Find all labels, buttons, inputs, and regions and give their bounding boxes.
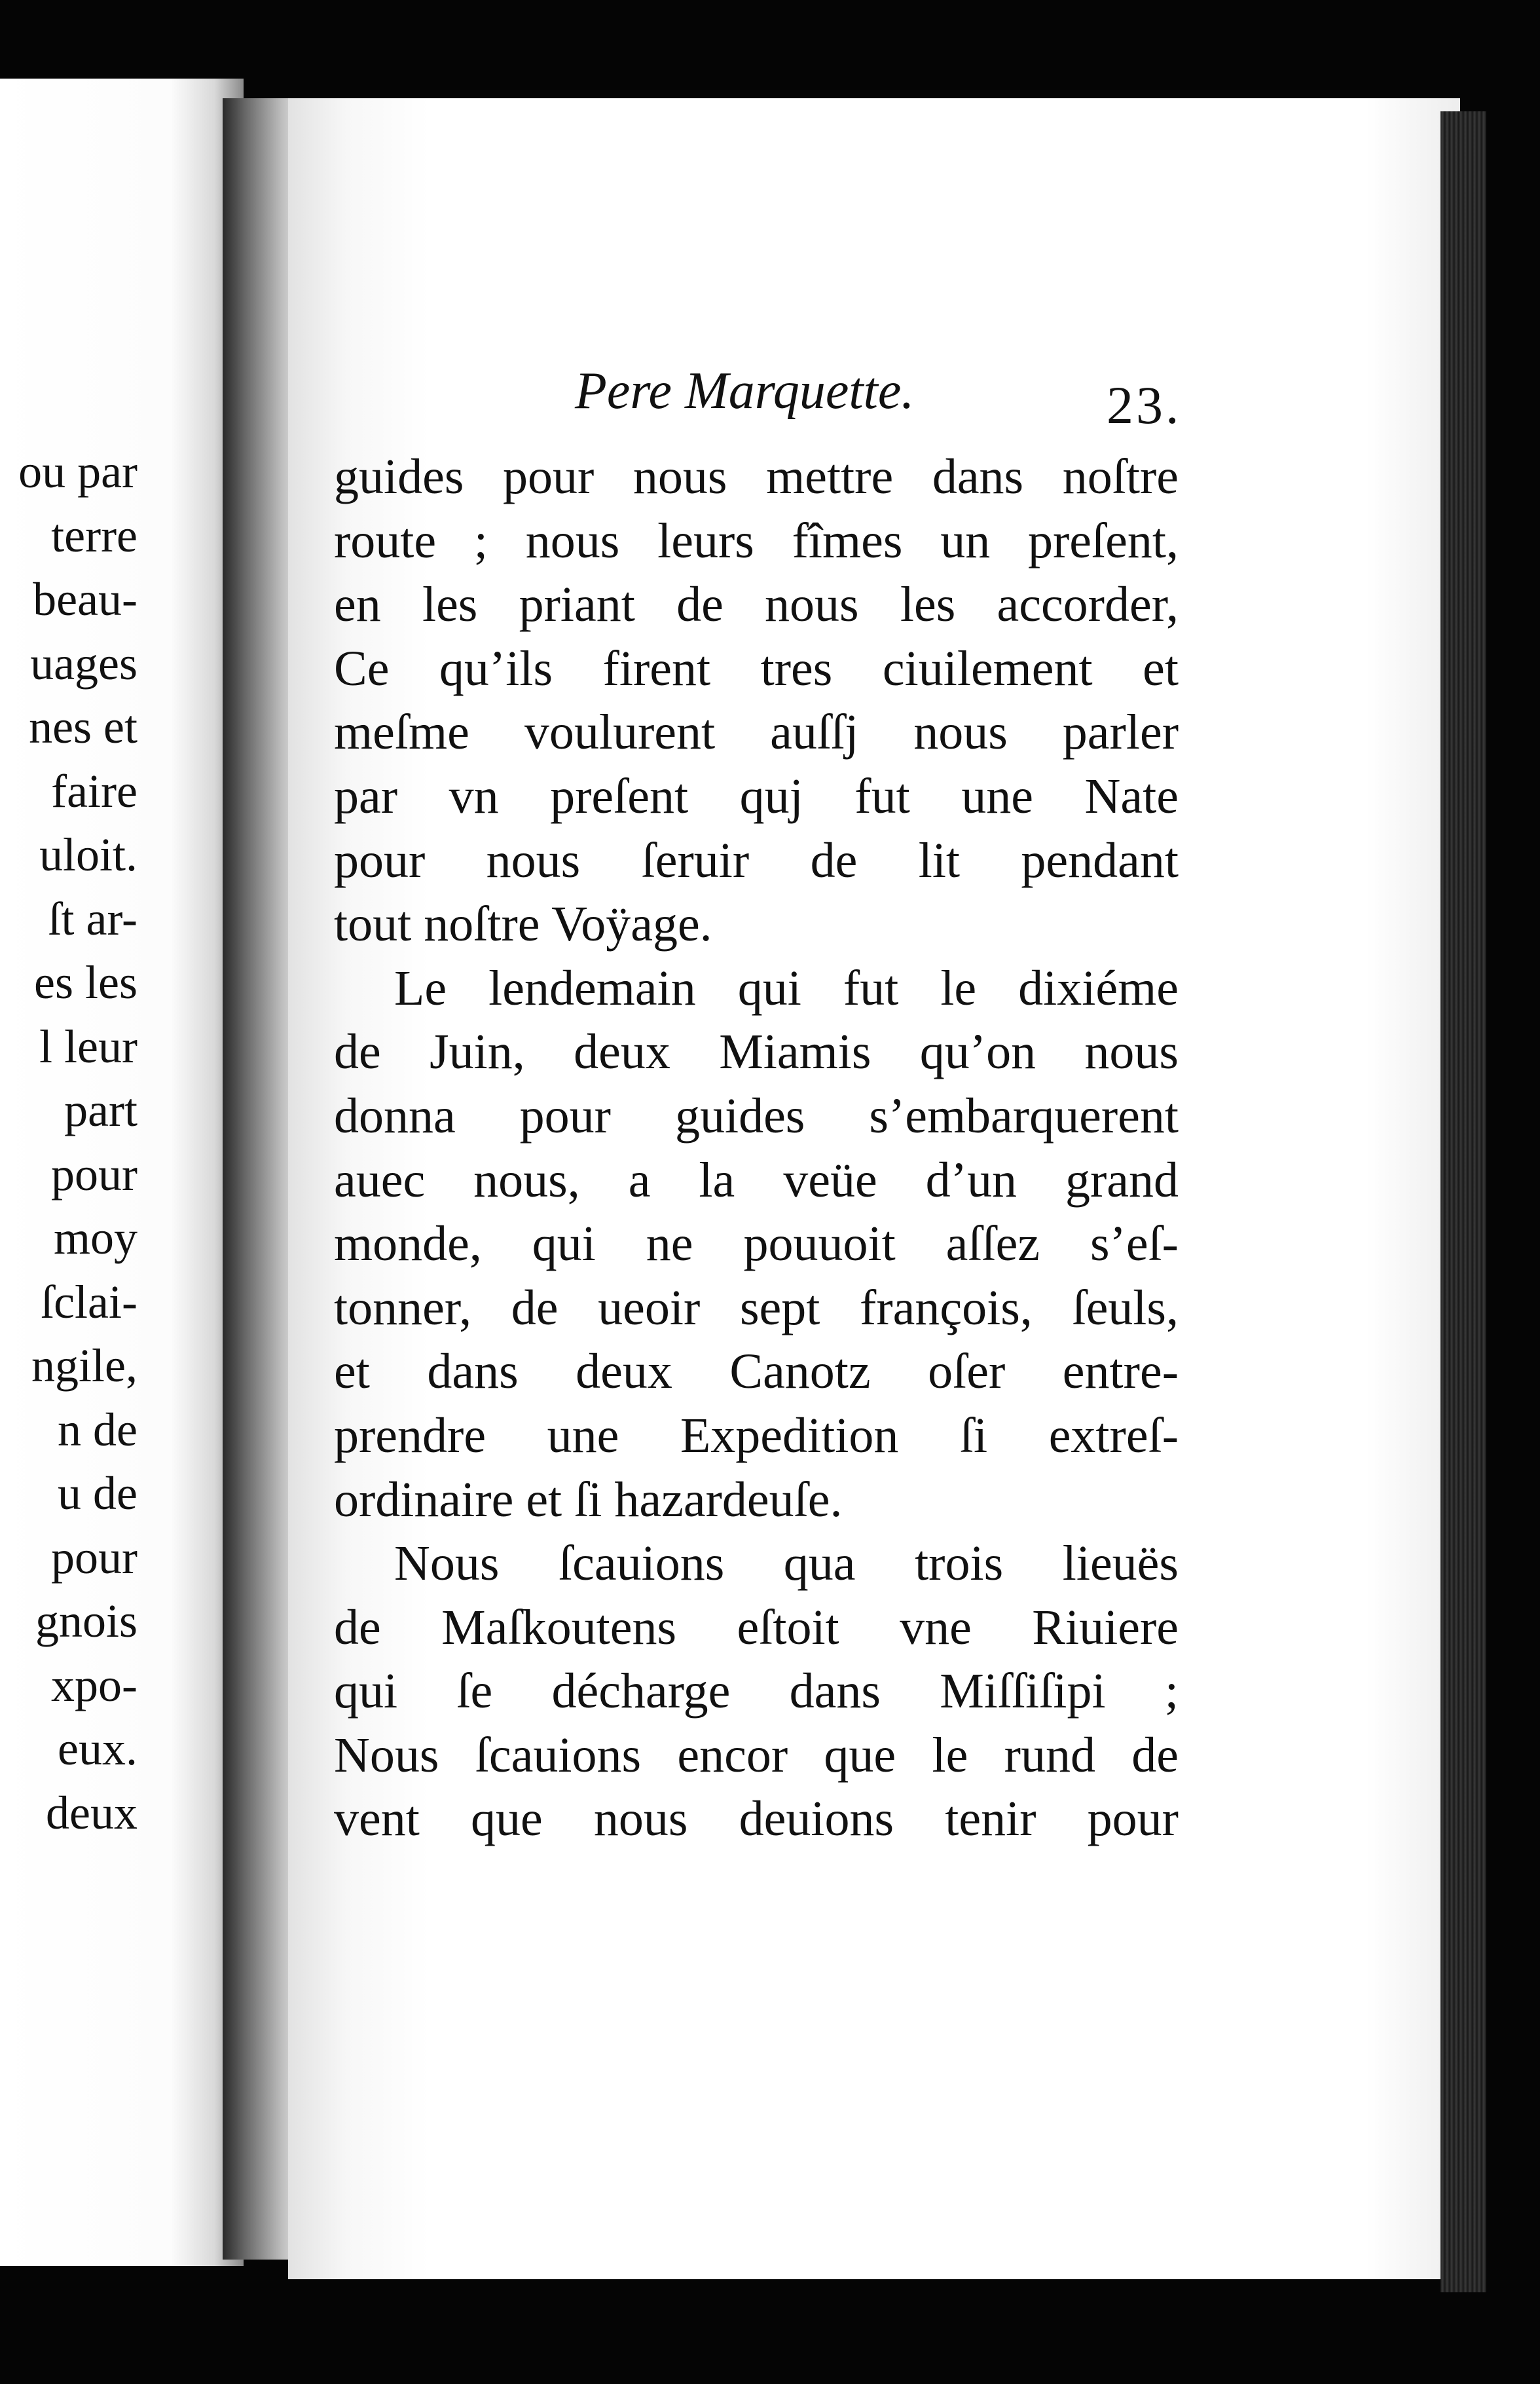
left-line: eux. (58, 1723, 138, 1775)
text-line: Nous ſcauions qua trois lieuës (394, 1536, 1179, 1592)
left-line: xpo- (51, 1658, 138, 1711)
text-line: meſme voulurent auſſj nous parler (334, 705, 1179, 760)
text-line: de Juin, deux Miamis qu’on nous (334, 1024, 1179, 1080)
left-line: gnois (35, 1595, 138, 1647)
page-body-text (334, 445, 1179, 1852)
text-line: guides pour nous mettre dans noſtre (334, 449, 1179, 504)
text-line: de Maſkoutens eſtoit vne Riuiere (334, 1599, 1179, 1655)
page-block-edge (1440, 111, 1486, 2292)
running-head: Pere Marquette. (575, 362, 915, 420)
left-line: deux (46, 1786, 138, 1839)
left-line: n de (58, 1403, 138, 1456)
text-line: par vn preſent quj fut une Nate (334, 768, 1179, 824)
text-line: qui ſe décharge dans Miſſiſipi ; (334, 1664, 1179, 1719)
text-line: route ; nous leurs fîmes un preſent, (334, 513, 1179, 568)
text-line: Le lendemain qui fut le dixiéme (394, 960, 1179, 1016)
text-line: et dans deux Canotz oſer entre- (334, 1344, 1179, 1400)
left-line: nes et (29, 701, 138, 753)
left-line: terre (51, 509, 138, 562)
text-line: en les priant de nous les accorder, (334, 577, 1179, 633)
paragraph-2 (334, 957, 1179, 1532)
text-line: donna pour guides s’embarquerent (334, 1088, 1179, 1144)
text-line: vent que nous deuions tenir pour (334, 1791, 1179, 1847)
text-line: ordinaire et ſi hazardeuſe. (334, 1472, 843, 1527)
left-line: pour (51, 1147, 138, 1201)
left-line: part (64, 1084, 138, 1136)
left-line: l leur (39, 1020, 138, 1073)
left-page-text (0, 440, 138, 1845)
left-line: uages (30, 637, 138, 690)
text-line: monde, qui ne pouuoit aſſez s’eſ- (334, 1216, 1179, 1272)
left-line: ſt ar- (48, 892, 138, 945)
paragraph-3 (334, 1532, 1179, 1852)
text-line: tout noſtre Voÿage. (334, 897, 712, 952)
left-line: ſclai- (41, 1275, 138, 1328)
left-line: pour (51, 1531, 138, 1584)
paragraph-1 (334, 445, 1179, 957)
left-line: es les (34, 956, 138, 1009)
text-line: tonner, de ueoir sept françois, ſeuls, (334, 1280, 1179, 1335)
text-line: pour nous ſeruir de lit pendant (334, 832, 1179, 888)
text-line: prendre une Expedition ſi extreſ- (334, 1407, 1179, 1463)
text-line: auec nous, a la veüe d’un grand (334, 1152, 1179, 1208)
left-line: uloit. (39, 829, 138, 881)
left-line: faire (51, 764, 138, 817)
text-line: Ce qu’ils firent tres ciuilement et (334, 641, 1179, 696)
left-line: moy (53, 1212, 138, 1264)
text-line: Nous ſcauions encor que le rund de (334, 1727, 1179, 1783)
page-number: 23. (1107, 375, 1182, 435)
left-line: u de (58, 1467, 138, 1519)
left-line: beau- (33, 573, 138, 625)
left-line: ou par (18, 445, 138, 498)
left-line: ngile, (31, 1339, 138, 1392)
